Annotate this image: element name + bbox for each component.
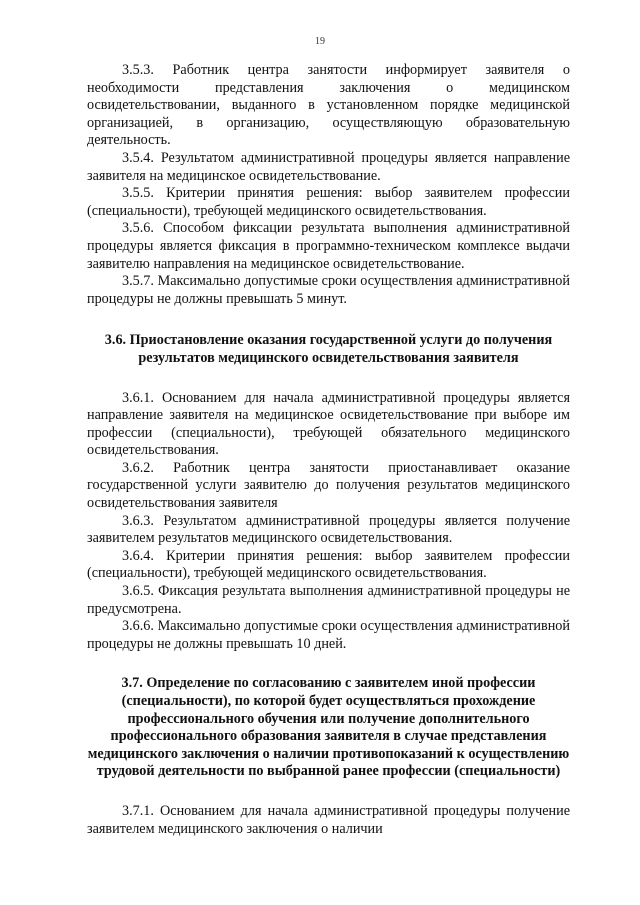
paragraph-3-6-5: 3.6.5. Фиксация результата выполнения административной процедуры не предусмотрена. — [87, 583, 570, 617]
section-3-6 — [87, 390, 570, 654]
paragraph-3-5-3: 3.5.3. Работник центра занятости информирует заявителя о необходимости представления заключения о медицинском освидетельствовании, выданного в установленном порядке медицинской организацией, в организацию, осуществляющую образовательную деятельность. — [87, 62, 570, 149]
paragraph-3-6-6: 3.6.6. Максимально допустимые сроки осуществления административной процедуры не должны превышать 10 дней. — [87, 618, 570, 652]
paragraph-3-5-7: 3.5.7. Максимально допустимые сроки осуществления административной процедуры не должны превышать 5 минут. — [87, 273, 570, 307]
section-3-5 — [87, 62, 570, 308]
paragraph-3-5-6: 3.5.6. Способом фиксации результата выполнения административной процедуры является фиксация в программно-техническом комплексе выдачи заявителю направления на медицинское освидетельствование. — [87, 220, 570, 272]
paragraph-3-7-1: 3.7.1. Основанием для начала административной процедуры получение заявителем медицинского заключения о наличии — [87, 802, 570, 837]
section-3-7 — [87, 803, 570, 838]
section-3-7-heading: 3.7. Определение по согласованию с заявителем иной профессии (специальности), по которой будет осуществляться прохождение профессионального обучения или получение дополнительного профессионального образования заявителя в случае представления медицинского заключения о наличии противопоказаний к осуществлению трудовой деятельности по выбранной ранее профессии (специальности) — [87, 675, 570, 780]
paragraph-3-6-1: 3.6.1. Основанием для начала административной процедуры является направление заявителя на медицинское освидетельствование при выборе им профессии (специальности), требующей обязательного медицинского освидетельствования. — [87, 389, 570, 459]
paragraph-3-5-4: 3.5.4. Результатом административной процедуры является направление заявителя на медицинское освидетельствование. — [87, 149, 570, 184]
paragraph-3-5-5: 3.5.5. Критерии принятия решения: выбор заявителем профессии (специальности), требующей медицинского освидетельствования. — [87, 185, 570, 219]
section-3-6-heading: 3.6. Приостановление оказания государственной услуги до получения результатов медицинского освидетельствования заявителя — [104, 332, 553, 366]
paragraph-3-6-3: 3.6.3. Результатом административной процедуры является получение заявителем результатов медицинского освидетельствования. — [87, 512, 570, 547]
document-body — [87, 62, 570, 838]
paragraph-3-6-2: 3.6.2. Работник центра занятости приостанавливает оказание государственной услуги заявителю до получения результатов медицинского освидетельствования заявителя — [87, 459, 570, 512]
paragraph-3-6-4: 3.6.4. Критерии принятия решения: выбор заявителем профессии (специальности), требующей медицинского освидетельствования. — [87, 547, 570, 582]
page-number: 19 — [315, 36, 325, 47]
